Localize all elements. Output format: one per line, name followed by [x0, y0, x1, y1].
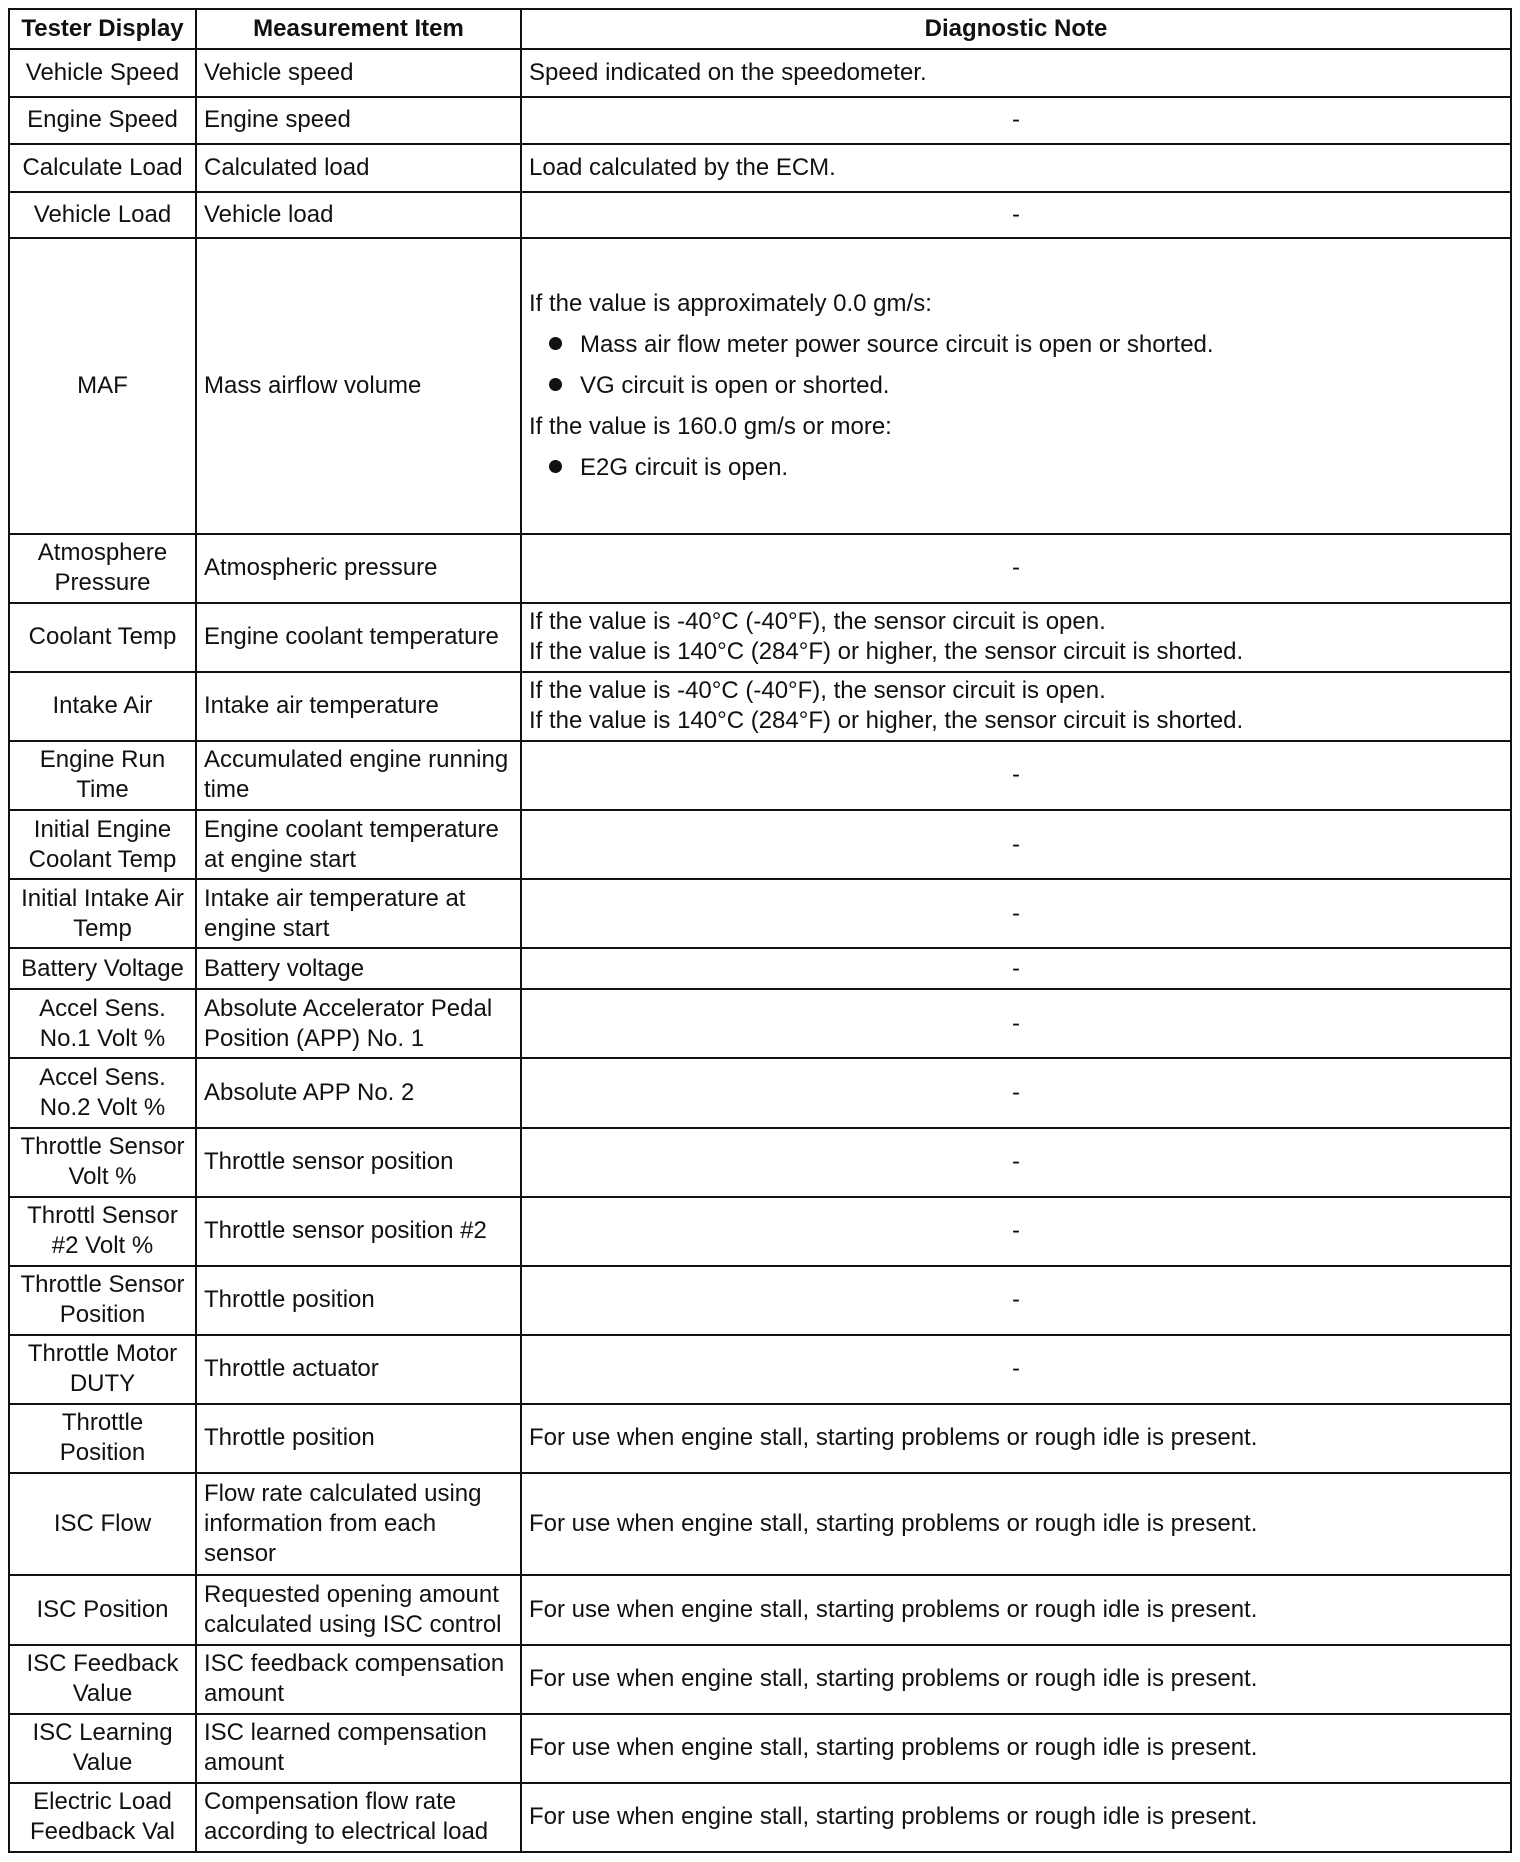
tester-display-cell: ISC Position	[9, 1575, 196, 1644]
measurement-item-cell: Throttle sensor position #2	[196, 1197, 521, 1266]
note-bullet-text: VG circuit is open or shorted.	[580, 372, 890, 400]
tester-display-cell: Engine Run Time	[9, 741, 196, 810]
table-row	[9, 49, 1511, 97]
measurement-item-cell: Battery voltage	[196, 948, 521, 989]
note-line: If the value is 140°C (284°F) or higher, the sensor circuit is shorted.	[529, 638, 1244, 666]
measurement-item-cell: Requested opening amount calculated using ISC control	[196, 1575, 521, 1644]
table-row	[9, 1645, 1511, 1714]
measurement-item-cell: Atmospheric pressure	[196, 534, 521, 603]
tester-display-cell: Intake Air	[9, 672, 196, 741]
tester-display-cell: Initial Engine Coolant Temp	[9, 810, 196, 879]
diagnostic-note-cell: For use when engine stall, starting problems or rough idle is present.	[521, 1714, 1511, 1783]
measurement-item-cell: Engine coolant temperature	[196, 603, 521, 672]
diagnostic-note-cell: -	[521, 1335, 1511, 1404]
tester-display-cell: Throttle Sensor Position	[9, 1266, 196, 1335]
tester-display-cell: Accel Sens. No.2 Volt %	[9, 1058, 196, 1127]
diagnostic-note-cell: -	[521, 741, 1511, 810]
diagnostic-note-cell: -	[521, 1266, 1511, 1335]
diagnostic-note-cell	[521, 672, 1511, 741]
tester-display-cell: Calculate Load	[9, 144, 196, 192]
diagnostic-note-cell: -	[521, 1058, 1511, 1127]
tester-display-cell: Vehicle Speed	[9, 49, 196, 97]
table-row	[9, 534, 1511, 603]
tester-display-cell: ISC Flow	[9, 1473, 196, 1576]
table-row	[9, 192, 1511, 239]
note-line: If the value is approximately 0.0 gm/s:	[529, 290, 932, 318]
table-row	[9, 603, 1511, 672]
measurement-item-cell: Vehicle load	[196, 192, 521, 239]
tester-display-cell: Accel Sens. No.1 Volt %	[9, 989, 196, 1058]
bullet-icon	[549, 337, 562, 350]
table-body	[9, 49, 1511, 1852]
table-row	[9, 741, 1511, 810]
table-row	[9, 672, 1511, 741]
table-row	[9, 948, 1511, 989]
tester-display-cell: Coolant Temp	[9, 603, 196, 672]
measurement-item-cell: Vehicle speed	[196, 49, 521, 97]
diagnostic-note-cell: -	[521, 97, 1511, 144]
table-row	[9, 1266, 1511, 1335]
table-row	[9, 238, 1511, 533]
measurement-item-cell: Absolute APP No. 2	[196, 1058, 521, 1127]
measurement-item-cell: Throttle sensor position	[196, 1128, 521, 1197]
measurement-item-cell: Mass airflow volume	[196, 238, 521, 533]
table-row	[9, 144, 1511, 192]
diagnostic-note-cell: -	[521, 1128, 1511, 1197]
diagnostic-note-cell: For use when engine stall, starting problems or rough idle is present.	[521, 1783, 1511, 1852]
header-diagnostic-note: Diagnostic Note	[521, 9, 1511, 49]
measurement-item-cell: Throttle position	[196, 1404, 521, 1473]
tester-display-cell: Throttl Sensor #2 Volt %	[9, 1197, 196, 1266]
header-measurement-item: Measurement Item	[196, 9, 521, 49]
diagnostic-note-cell: For use when engine stall, starting problems or rough idle is present.	[521, 1473, 1511, 1576]
diagnostic-note-cell: Load calculated by the ECM.	[521, 144, 1511, 192]
diagnostic-note-cell	[521, 238, 1511, 533]
header-tester-display: Tester Display	[9, 9, 196, 49]
note-bullet	[529, 371, 1503, 401]
tester-display-cell: ISC Learning Value	[9, 1714, 196, 1783]
note-line: If the value is -40°C (-40°F), the sensor circuit is open.	[529, 677, 1106, 705]
diagnostic-note-cell: -	[521, 1197, 1511, 1266]
table-row	[9, 879, 1511, 948]
diagnostic-note-cell: -	[521, 989, 1511, 1058]
note-line: If the value is 140°C (284°F) or higher, the sensor circuit is shorted.	[529, 707, 1244, 735]
bullet-icon	[549, 378, 562, 391]
measurement-item-cell: Engine speed	[196, 97, 521, 144]
measurement-item-cell: Calculated load	[196, 144, 521, 192]
diagnostic-note-cell: -	[521, 810, 1511, 879]
diagnostic-note-cell	[521, 603, 1511, 672]
diagnostic-note-cell: Speed indicated on the speedometer.	[521, 49, 1511, 97]
measurement-item-cell: Accumulated engine running time	[196, 741, 521, 810]
diagnostic-note-cell: -	[521, 192, 1511, 239]
tester-display-cell: ISC Feedback Value	[9, 1645, 196, 1714]
note-bullet	[529, 330, 1503, 360]
table-row	[9, 1197, 1511, 1266]
tester-display-cell: Initial Intake Air Temp	[9, 879, 196, 948]
header-row	[9, 9, 1511, 49]
tester-display-cell: MAF	[9, 238, 196, 533]
diagnostic-note-cell: For use when engine stall, starting problems or rough idle is present.	[521, 1645, 1511, 1714]
table-row	[9, 1575, 1511, 1644]
measurement-item-cell: Throttle position	[196, 1266, 521, 1335]
note-line: If the value is -40°C (-40°F), the sensor circuit is open.	[529, 608, 1106, 636]
table-row	[9, 1404, 1511, 1473]
measurement-item-cell: ISC learned compensation amount	[196, 1714, 521, 1783]
tester-display-cell: Vehicle Load	[9, 192, 196, 239]
tester-display-cell: Atmosphere Pressure	[9, 534, 196, 603]
tester-display-cell: Battery Voltage	[9, 948, 196, 989]
table-row	[9, 1783, 1511, 1852]
table-row	[9, 1128, 1511, 1197]
diagnostic-table	[8, 8, 1512, 1853]
diagnostic-note-cell: For use when engine stall, starting problems or rough idle is present.	[521, 1575, 1511, 1644]
note-bullet	[529, 453, 1503, 483]
table-row	[9, 810, 1511, 879]
tester-display-cell: Engine Speed	[9, 97, 196, 144]
table-row	[9, 1714, 1511, 1783]
note-bullet-text: E2G circuit is open.	[580, 454, 789, 482]
measurement-item-cell: Flow rate calculated using information from each sensor	[196, 1473, 521, 1576]
measurement-item-cell: Compensation flow rate according to electrical load	[196, 1783, 521, 1852]
table-row	[9, 1473, 1511, 1576]
measurement-item-cell: Intake air temperature	[196, 672, 521, 741]
measurement-item-cell: Absolute Accelerator Pedal Position (APP) No. 1	[196, 989, 521, 1058]
table-row	[9, 989, 1511, 1058]
note-bullet-text: Mass air flow meter power source circuit is open or shorted.	[580, 331, 1214, 359]
table-row	[9, 1058, 1511, 1127]
bullet-icon	[549, 460, 562, 473]
measurement-item-cell: Intake air temperature at engine start	[196, 879, 521, 948]
tester-display-cell: Throttle Position	[9, 1404, 196, 1473]
table-row	[9, 1335, 1511, 1404]
measurement-item-cell: Throttle actuator	[196, 1335, 521, 1404]
diagnostic-note-cell: -	[521, 879, 1511, 948]
diagnostic-note-cell: For use when engine stall, starting problems or rough idle is present.	[521, 1404, 1511, 1473]
tester-display-cell: Throttle Sensor Volt %	[9, 1128, 196, 1197]
diagnostic-note-cell: -	[521, 948, 1511, 989]
diagnostic-note-cell: -	[521, 534, 1511, 603]
tester-display-cell: Electric Load Feedback Val	[9, 1783, 196, 1852]
measurement-item-cell: ISC feedback compensation amount	[196, 1645, 521, 1714]
note-line: If the value is 160.0 gm/s or more:	[529, 413, 892, 441]
tester-display-cell: Throttle Motor DUTY	[9, 1335, 196, 1404]
measurement-item-cell: Engine coolant temperature at engine start	[196, 810, 521, 879]
table-row	[9, 97, 1511, 144]
